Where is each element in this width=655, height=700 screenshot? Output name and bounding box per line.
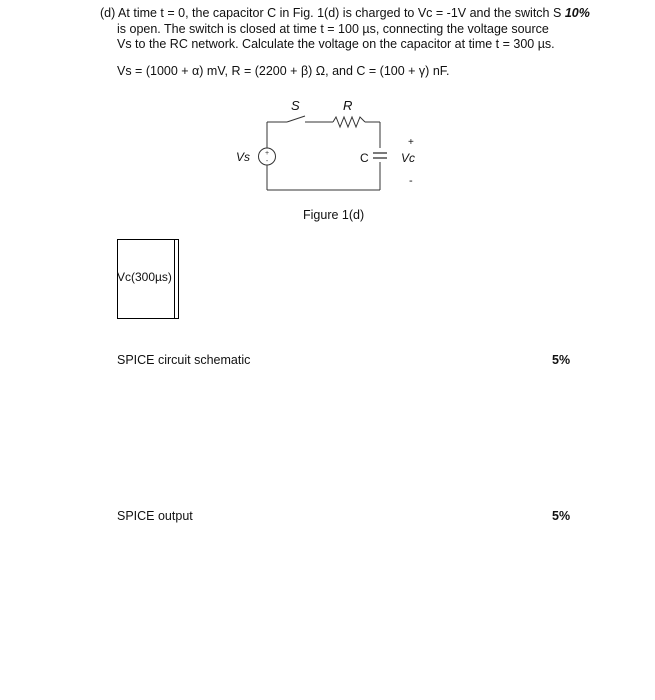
vc-minus: - [409,175,413,187]
resistor-icon [333,117,365,127]
spice-schematic-marks: 5% [552,353,571,367]
spice-output-label: SPICE output [117,509,193,523]
question-line-2: is open. The switch is closed at time t = 100 µs, connecting the voltage source [117,21,549,36]
answer-label: Vc(300µs) [117,270,172,284]
question-text [100,6,600,53]
source-minus: - [265,158,269,165]
answer-box-divider [174,239,175,319]
source-label: Vs [236,150,251,164]
spice-output-marks: 5% [552,509,571,523]
parameters-line: Vs = (1000 + α) mV, R = (2200 + β) Ω, and C = (100 + γ) nF. [117,64,450,78]
spice-schematic-label: SPICE circuit schematic [117,353,251,367]
resistor-label: R [343,98,353,113]
switch-icon [287,116,305,122]
figure-caption: Figure 1(d) [303,208,365,222]
rc-circuit-diagram [225,92,425,202]
vc-label: Vc [401,151,416,165]
switch-label: S [291,98,300,113]
vc-plus: + [408,137,414,148]
question-line-3: Vs to the RC network. Calculate the voltage on the capacitor at time t = 300 µs. [117,37,555,51]
voltage-source-icon [259,148,276,165]
source-plus: + [264,150,270,157]
question-marks: 10% [564,6,590,20]
question-line-1: (d) At time t = 0, the capacitor C in Fig. 1(d) is charged to Vc = -1V and the switch S 10% [100,6,590,20]
capacitor-label: C [360,151,369,165]
